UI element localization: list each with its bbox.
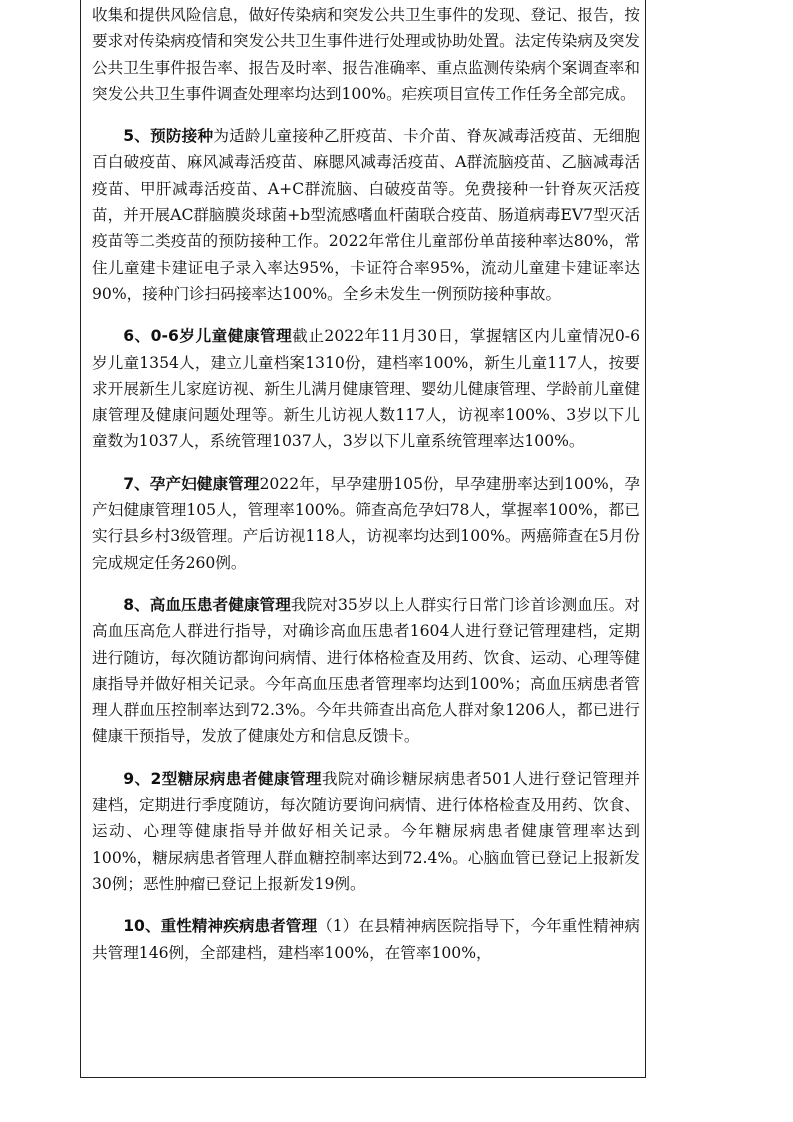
paragraph-text: 2022年，早孕建册105份，早孕建册率达到100%，孕产妇健康管理105人，管理率100%。筛查高危孕妇78人，掌握率100%，都已实行县乡村3级管理。产后访视118人，访视率均达到100%。两癌筛查在5月份完成规定任务260例。 [92, 474, 641, 572]
paragraph-text: 我院对35岁以上人群实行日常门诊首诊测血压。对高血压高危人群进行指导，对确诊高血压患者1604人进行登记管理建档，定期进行随访，每次随访都询问病情、进行体格检查及用药、饮食、运动、心理等健康指导并做好相关记录。今年高血压患者管理率均达到100%；高血压病患者管理人群血压控制率达到72.3%。今年共筛查出高危人群对象1206人，都已进行健康干预指导，发放了健康处方和信息反馈卡。 [92, 595, 640, 746]
paragraph-text: 收集和提供风险信息，做好传染病和突发公共卫生事件的发现、登记、报告，按要求对传染病疫情和突发公共卫生事件进行处理或协助处置。法定传染病及突发公共卫生事件报告率、报告及时率、报告准确率、重点监测传染病个案调查率和突发公共卫生事件调查处理率均达到100%。疟疾项目宣传工作任务全部完成。 [92, 6, 640, 103]
section-heading: 7、孕产妇健康管理 [123, 474, 260, 493]
section-heading: 10、重性精神疾病患者管理 [123, 917, 318, 936]
paragraph-text: 为适龄儿童接种乙肝疫苗、卡介苗、脊灰减毒活疫苗、无细胞百白破疫苗、麻风减毒活疫苗、麻腮风减毒活疫苗、A群流脑疫苗、乙脑减毒活疫苗、甲肝减毒活疫苗、A+C群流脑、白破疫苗等。免费接种一针脊灰灭活疫苗，并开展AC群脑膜炎球菌+b型流感嗜血杆菌联合疫苗、肠道病毒EV7型灭活疫苗等二类疫苗的预防接种工作。2022年常住儿童部份单苗接种率达80%，常住儿童建卡建证电子录入率达95%，卡证符合率95%，流动儿童建卡建证率达90%，接种门诊扫码接率达100%。全乡未发生一例预防接种事故。 [92, 127, 640, 303]
paragraph-hypertension [92, 592, 640, 750]
paragraph-vaccination [92, 123, 640, 307]
paragraph-mental-health [92, 913, 640, 966]
section-heading: 5、预防接种 [123, 127, 214, 146]
paragraph-text: （1）在县精神病医院指导下，今年重性精神病共管理146例，全部建档，建档率100%，在管率100%， [92, 917, 641, 962]
section-heading: 9、2型糖尿病患者健康管理 [123, 769, 322, 788]
paragraph-disease-reporting [92, 2, 640, 107]
paragraph-text: 我院对确诊糖尿病患者501人进行登记管理并建档，定期进行季度随访，每次随访要询问病情、进行体格检查及用药、饮食、运动、心理等健康指导并做好相关记录。今年糖尿病患者健康管理率达到100%，糖尿病患者管理人群血糖控制率达到72.4%。心脑血管已登记上报新发30例；恶性肿瘤已登记上报新发19例。 [92, 769, 641, 893]
paragraph-diabetes [92, 766, 640, 897]
paragraph-text: 截止2022年11月30日，掌握辖区内儿童情况0-6岁儿童1354人，建立儿童档案1310份，建档率100%，新生儿童117人，按要求开展新生儿家庭访视、新生儿满月健康管理、婴幼儿健康管理、学龄前儿童健康管理及健康问题处理等。新生儿访视人数117人，访视率100%、3岁以下儿童数为1037人，系统管理1037人，3岁以下儿童系统管理率达100%。 [92, 327, 641, 451]
section-heading: 8、高血压患者健康管理 [123, 595, 291, 614]
paragraph-maternal-health [92, 471, 640, 576]
paragraph-child-health [92, 323, 640, 454]
document-body [92, 2, 640, 966]
section-heading: 6、0-6岁儿童健康管理 [123, 327, 293, 346]
